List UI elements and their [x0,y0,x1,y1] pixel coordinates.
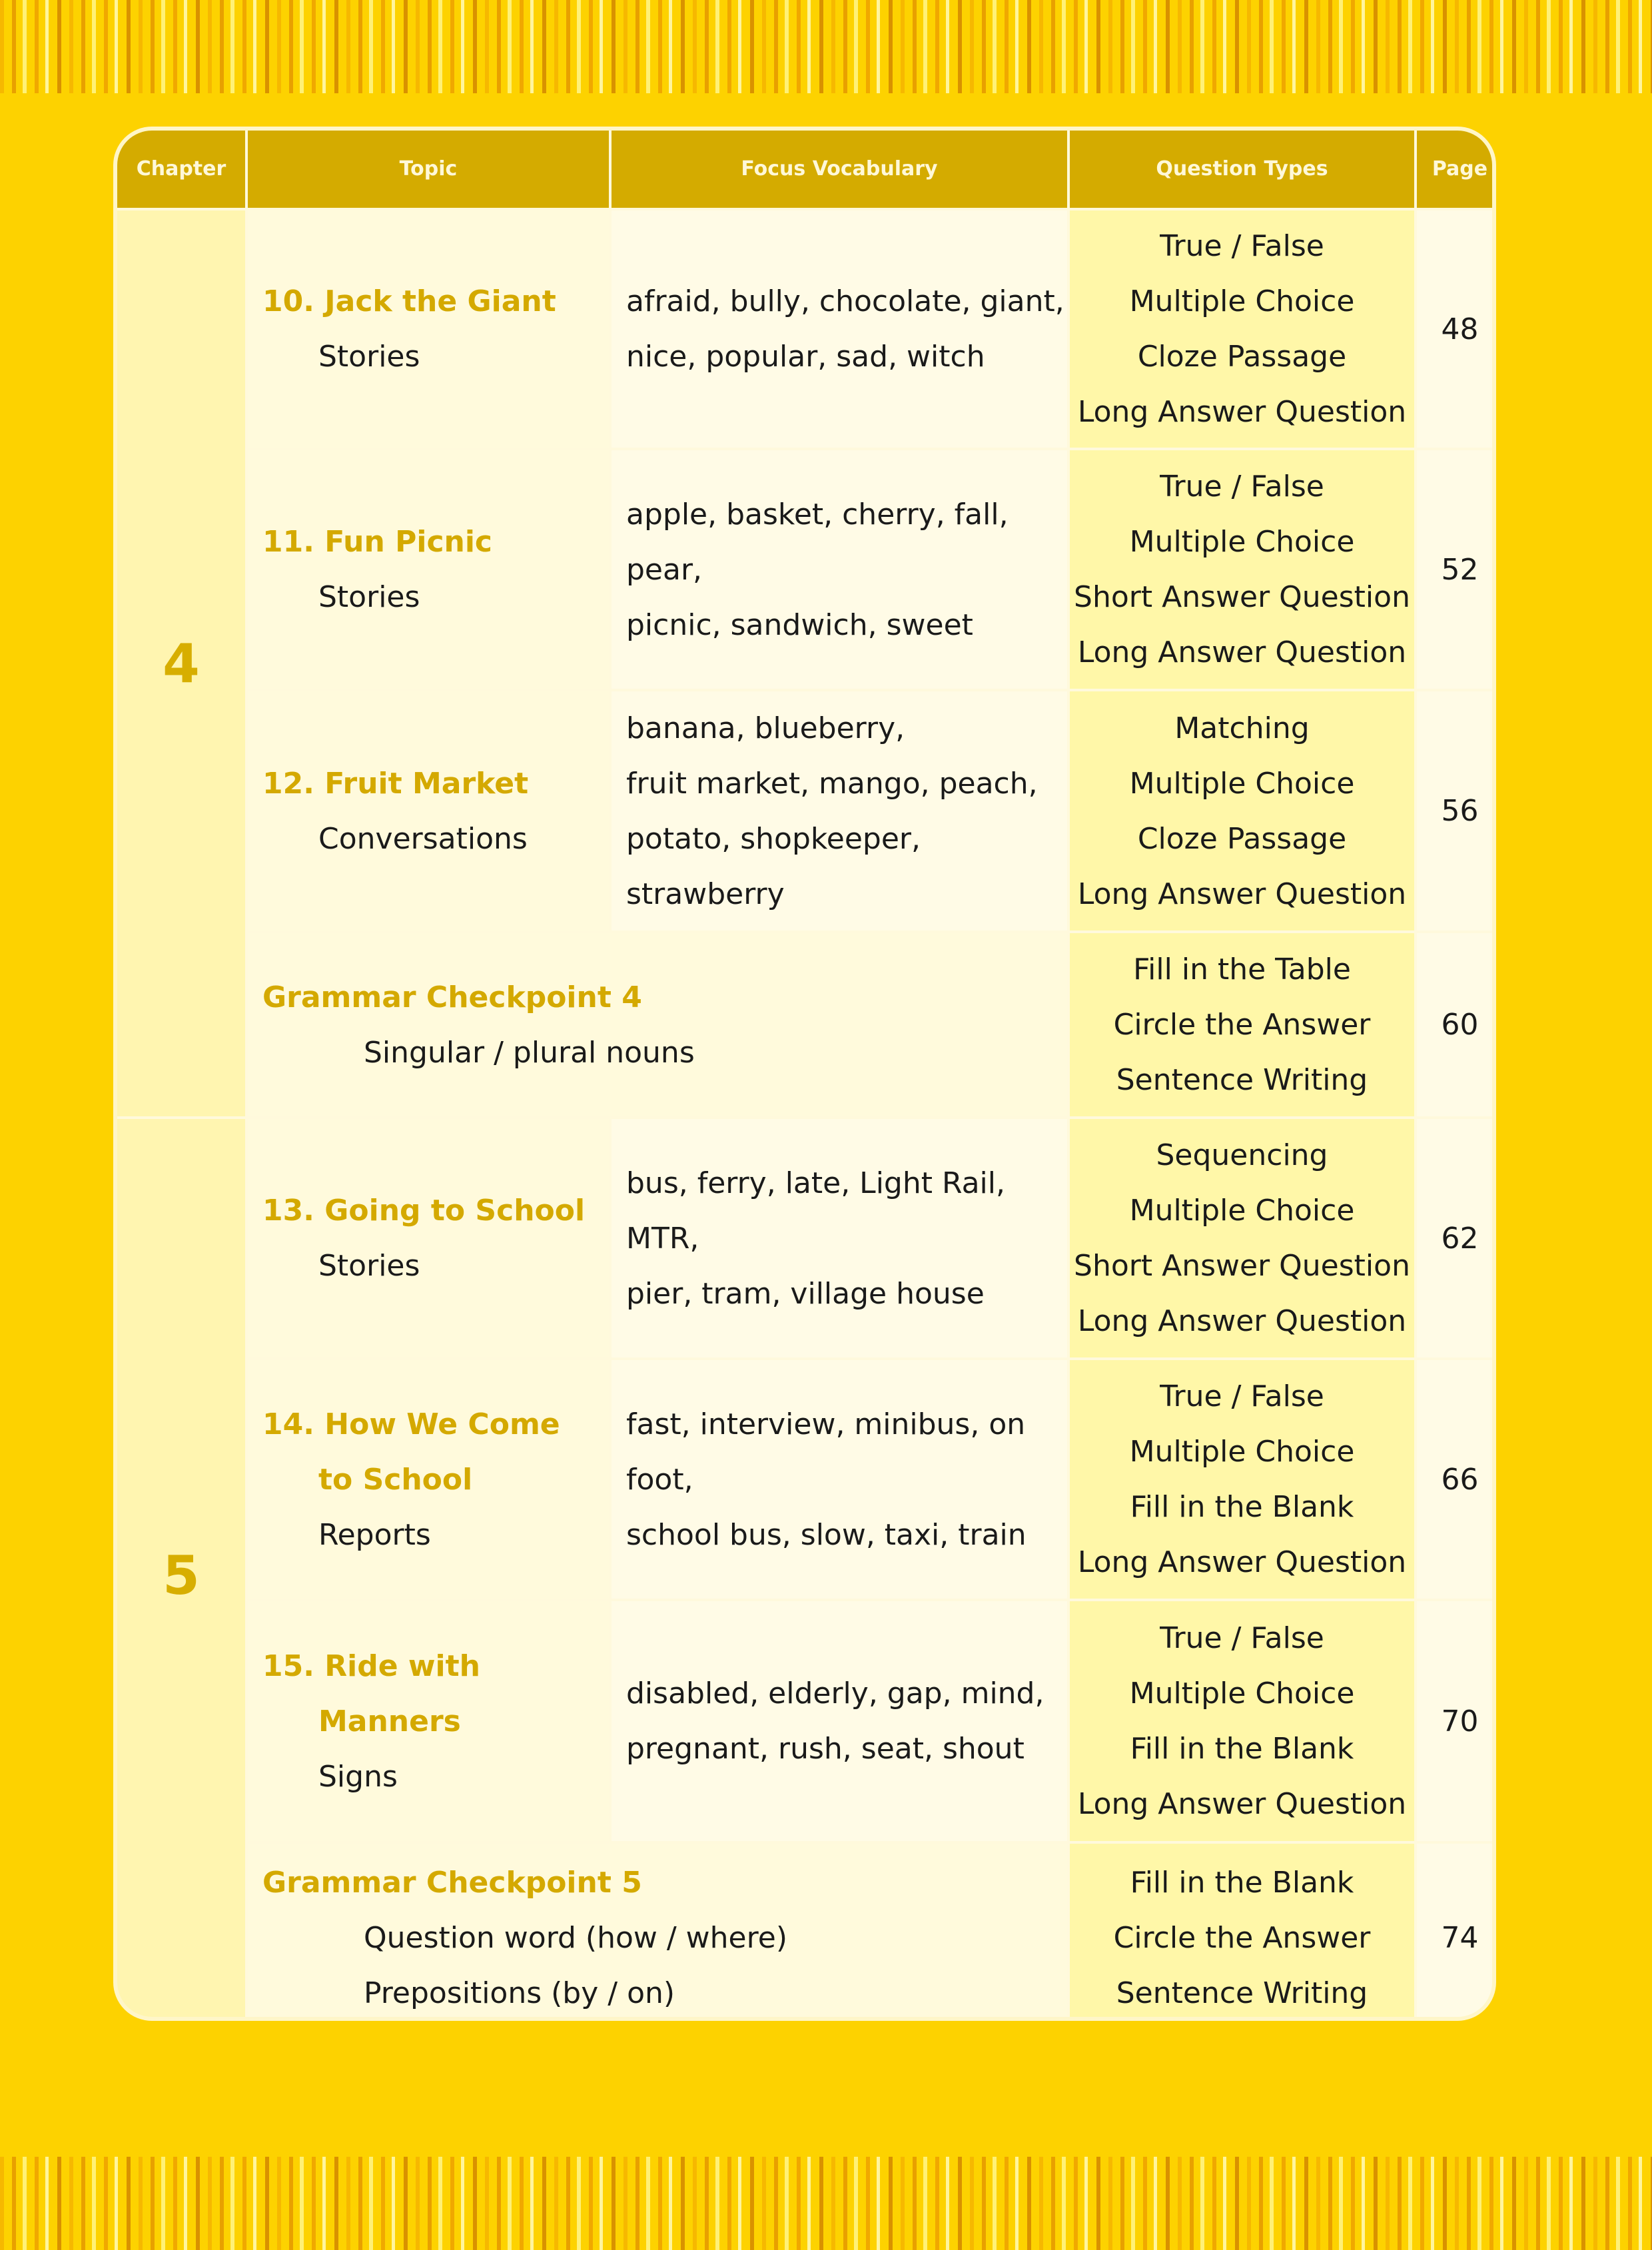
topic-genre: Conversations [318,821,528,856]
vocab-line: afraid, bully, chocolate, giant, [626,284,1064,318]
question-types-cell [1070,1601,1414,1841]
question-type: Long Answer Question [1077,877,1407,911]
page-number: 62 [1417,1119,1496,1357]
question-type: Sentence Writing [1116,1063,1368,1097]
vocab-cell [612,1601,1067,1841]
topic-cell [248,691,609,931]
question-type: Short Answer Question [1074,1249,1410,1283]
header-topic: Topic [248,131,609,208]
topic-genre: Stories [318,340,420,374]
grammar-item: Singular / plural nouns [364,1035,695,1070]
question-type: Long Answer Question [1077,635,1407,669]
question-type: Long Answer Question [1077,395,1407,429]
question-type: Short Answer Question [1074,580,1410,614]
topic-title: 10. Jack the Giant [262,284,556,318]
question-type: Long Answer Question [1077,1304,1407,1338]
topic-cell [248,1601,609,1841]
question-type: Fill in the Blank [1130,1732,1354,1766]
question-type: Fill in the Table [1133,952,1351,986]
question-type: Multiple Choice [1129,284,1355,318]
vocab-line: fast, interview, minibus, on foot, [626,1407,1026,1497]
question-types-cell [1070,933,1414,1116]
topic-cell [248,1360,609,1599]
topic-title-continued: Manners [318,1704,461,1738]
chapter-5-cell: 5 [117,1119,245,2021]
vocab-line: pregnant, rush, seat, shout [626,1732,1025,1766]
vocab-cell [612,1119,1067,1357]
question-type: True / False [1160,470,1324,504]
question-type: Long Answer Question [1077,1787,1407,1821]
contents-table [117,131,1496,2021]
topic-title: 11. Fun Picnic [262,525,493,559]
vocab-cell [612,450,1067,689]
question-type: Cloze Passage [1137,340,1347,374]
question-type: Sentence Writing [1116,1976,1368,2010]
question-types-cell [1070,1844,1414,2021]
question-types-cell [1070,1119,1414,1357]
grammar-item: Prepositions (by / on) [364,1976,675,2010]
page-number: 52 [1417,450,1496,689]
question-type: True / False [1160,1621,1324,1655]
header-focus-vocabulary: Focus Vocabulary [612,131,1067,208]
header-page: Page [1417,131,1496,208]
question-type: Sequencing [1156,1138,1328,1172]
grammar-checkpoint-cell [248,933,1067,1116]
question-type: Fill in the Blank [1130,1865,1354,1900]
topic-title: 13. Going to School [262,1194,586,1228]
topic-genre: Stories [318,580,420,614]
question-type: Long Answer Question [1077,1545,1407,1579]
grammar-checkpoint-title: Grammar Checkpoint 5 [262,1865,642,1900]
topic-cell [248,1119,609,1357]
topic-cell [248,450,609,689]
question-type: Cloze Passage [1137,821,1347,856]
topic-title-continued: to School [318,1462,473,1497]
bottom-stripe-border [0,2157,1652,2250]
question-type: Multiple Choice [1129,525,1355,559]
vocab-line: disabled, elderly, gap, mind, [626,1677,1044,1710]
page-number: 70 [1417,1601,1496,1841]
topic-title: 15. Ride with [262,1649,480,1683]
vocab-line: banana, blueberry, [626,711,905,745]
grammar-checkpoint-title: Grammar Checkpoint 4 [262,980,642,1014]
top-stripe-border [0,0,1652,93]
vocab-cell [612,210,1067,448]
question-type: Multiple Choice [1129,1435,1355,1469]
vocab-line: school bus, slow, taxi, train [626,1517,1027,1552]
vocab-cell [612,691,1067,931]
topic-genre: Reports [318,1517,431,1552]
question-types-cell [1070,691,1414,931]
page-number: 60 [1417,933,1496,1116]
vocab-line: apple, basket, cherry, fall, pear, [626,497,1009,587]
chapter-4-cell: 4 [117,210,245,1116]
topic-genre: Signs [318,1759,398,1794]
question-type: Circle the Answer [1113,1008,1371,1042]
grammar-checkpoint-cell [248,1844,1067,2021]
question-type: Multiple Choice [1129,766,1355,801]
question-type: Fill in the Blank [1130,1490,1354,1524]
question-type: True / False [1160,229,1324,263]
vocab-cell [612,1360,1067,1599]
grammar-item: Question word (how / where) [364,1920,787,1955]
vocab-line: picnic, sandwich, sweet [626,607,973,642]
vocab-line: pier, tram, village house [626,1276,985,1311]
topic-cell [248,210,609,448]
question-type: Multiple Choice [1129,1194,1355,1228]
question-type: Circle the Answer [1113,1920,1371,1955]
page-number: 56 [1417,691,1496,931]
header-question-types: Question Types [1070,131,1414,208]
header-chapter: Chapter [117,131,245,208]
question-types-cell [1070,450,1414,689]
vocab-line: nice, popular, sad, witch [626,340,985,374]
vocab-line: potato, shopkeeper, strawberry [626,821,921,911]
page-number: 66 [1417,1360,1496,1599]
question-types-cell [1070,210,1414,448]
page-number: 74 [1417,1844,1496,2021]
topic-title: 12. Fruit Market [262,766,529,801]
question-type: Multiple Choice [1129,1677,1355,1710]
question-type: Matching [1174,711,1310,745]
topic-genre: Stories [318,1249,420,1283]
question-type: True / False [1160,1379,1324,1413]
vocab-line: fruit market, mango, peach, [626,766,1038,801]
topic-title: 14. How We Come [262,1407,560,1441]
vocab-line: bus, ferry, late, Light Rail, MTR, [626,1166,1005,1256]
contents-table-frame [113,127,1496,2021]
question-types-cell [1070,1360,1414,1599]
page-number: 48 [1417,210,1496,448]
